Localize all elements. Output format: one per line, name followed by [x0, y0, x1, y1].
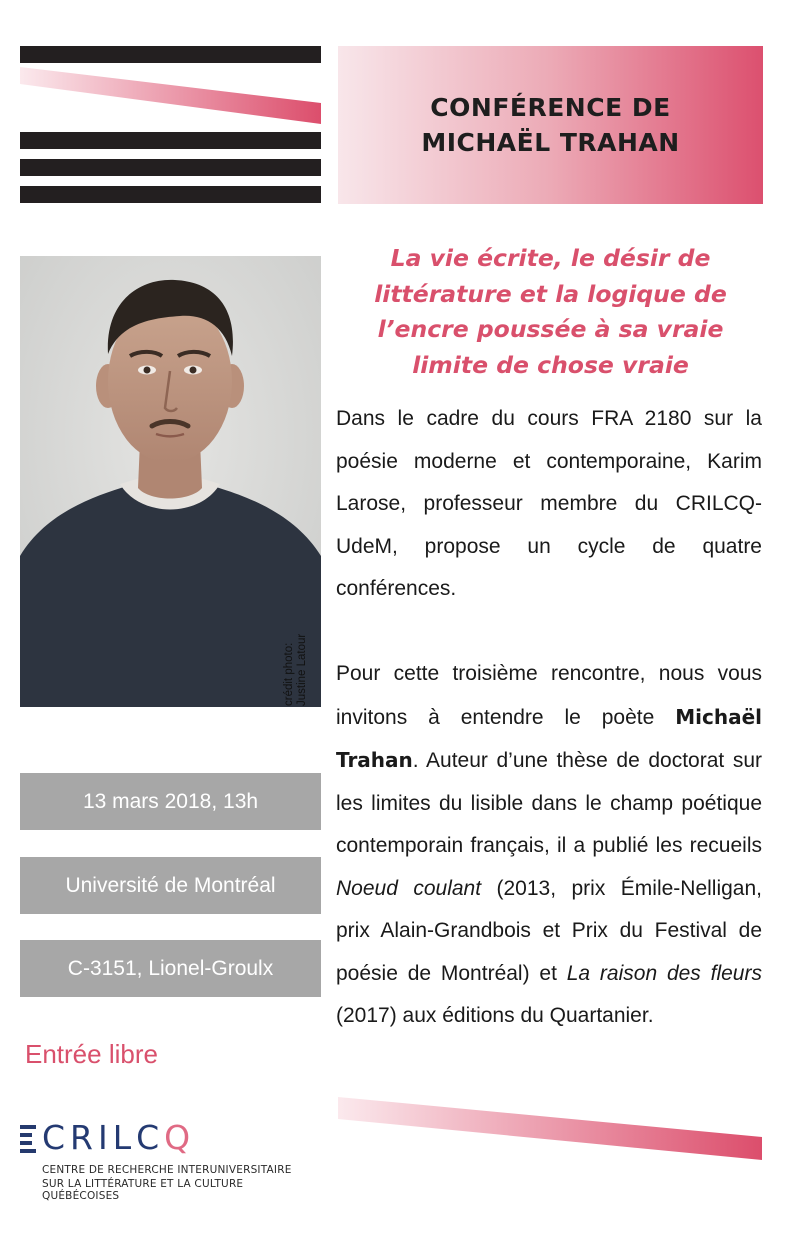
book-title: La raison des fleurs [566, 961, 762, 985]
lecture-subtitle [338, 241, 763, 383]
logo-wordmark-main: CRILC [42, 1118, 165, 1157]
decorative-pink-wedge [338, 1097, 763, 1163]
logo-wordmark-q: Q [164, 1118, 196, 1157]
photo-credit [283, 612, 309, 706]
subtitle-line-1: La vie écrite, le désir de [390, 244, 711, 272]
photo-credit-line-2: Justine Latour [296, 633, 308, 706]
subtitle-line-4: limite de chose vraie [412, 350, 689, 379]
decorative-pink-wedge [20, 67, 321, 127]
event-date [20, 773, 321, 830]
book-title: Noeud coulant [336, 876, 482, 900]
decorative-stripe [20, 132, 321, 149]
crilcq-logo [20, 1120, 320, 1200]
free-entry-label: Entrée libre [25, 1039, 158, 1069]
logo-bars-icon [20, 1125, 38, 1153]
event-room [20, 940, 321, 997]
logo-tagline-1: CENTRE DE RECHERCHE INTERUNIVERSITAIRE [42, 1164, 292, 1176]
paragraph-text: . Auteur d’une thèse de doctorat sur les limites du lisible dans le champ poétique contemporain français, il a publié les recueils [336, 749, 762, 857]
speaker-paragraph [336, 653, 762, 1038]
logo-wordmark [42, 1120, 195, 1156]
speaker-photo [20, 256, 321, 707]
header-title-box [338, 46, 763, 204]
header-title-line-2: MICHAËL TRAHAN [421, 128, 680, 157]
header-title-line-1: CONFÉRENCE DE [430, 93, 671, 122]
paragraph-text: (2013, prix Émile-Nelligan, prix Alain-Grandbois et Prix du Festival de poésie de Montréal) et [336, 876, 762, 985]
event-room-text: C-3151, Lionel-Groulx [67, 956, 274, 980]
logo-tagline-2: SUR LA LITTÉRATURE ET LA CULTURE QUÉBÉCOISES [42, 1178, 244, 1202]
event-date-text: 13 mars 2018, 13h [82, 789, 259, 813]
subtitle-line-2: littérature et la logique de [374, 279, 727, 308]
subtitle-line-3: l’encre poussée à sa vraie [377, 315, 724, 343]
event-place [20, 857, 321, 914]
photo-credit-line-1: crédit photo: [283, 642, 295, 706]
event-place-text: Université de Montréal [65, 873, 276, 897]
intro-paragraph: Dans le cadre du cours FRA 2180 sur la poésie moderne et contemporaine, Karim Larose, professeur membre du CRILCQ-UdeM, propose un cycle de quatre conférences. [336, 407, 762, 600]
decorative-stripe [20, 159, 321, 176]
paragraph-text: (2017) aux éditions du Quartanier. [336, 1004, 654, 1027]
decorative-stripe [20, 186, 321, 203]
paragraph-text: Pour cette troisième rencontre, nous vous invitons à entendre le poète [336, 662, 762, 729]
speaker-name: Michaël Trahan [336, 704, 762, 772]
decorative-stripe [20, 46, 321, 63]
